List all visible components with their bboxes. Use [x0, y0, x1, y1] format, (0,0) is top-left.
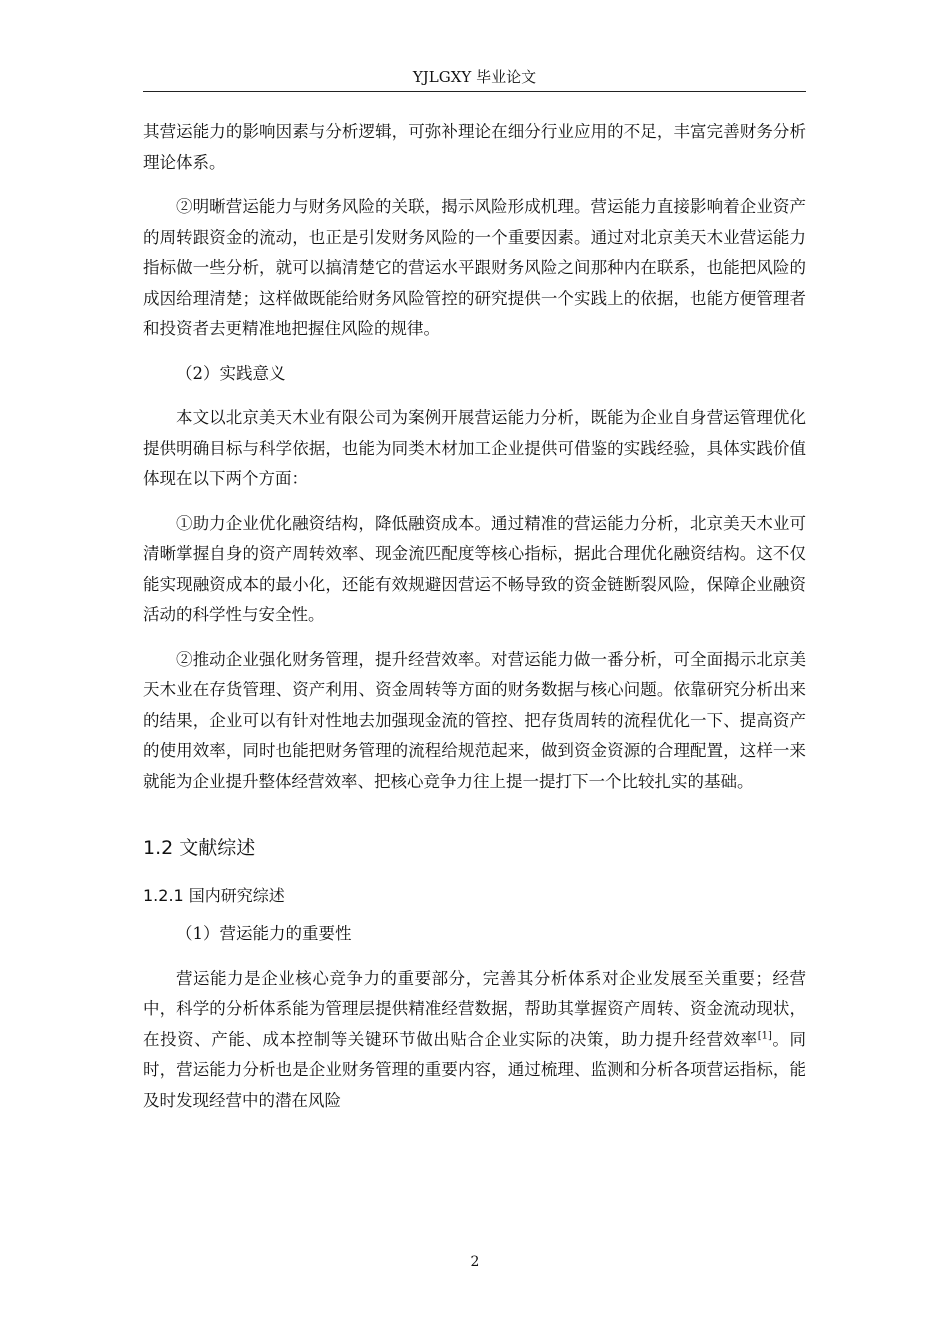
paragraph-management: ②推动企业强化财务管理，提升经营效率。对营运能力做一番分析，可全面揭示北京美天木业在存货管理、资产利用、资金周转等方面的财务数据与核心问题。依靠研究分析出来的结果，企业可以有针对性地去加强现金流的管控、把存货周转的流程优化一下、提高资产的使用效率，同时也能把财务管理的流程给规范起来，做到资金资源的合理配置，这样一来就能为企业提升整体经营效率、把核心竞争力往上提一提打下一个比较扎实的基础。: [143, 649, 806, 791]
paragraph-theory-cont: 其营运能力的影响因素与分析逻辑，可弥补理论在细分行业应用的不足，丰富完善财务分析理论体系。: [143, 122, 806, 172]
page-number: 2: [470, 1254, 480, 1270]
page-body: [143, 117, 806, 1116]
subheading-importance: （1）营运能力的重要性: [176, 924, 352, 943]
paragraph-importance-text-b: 。同时，营运能力分析也是企业财务管理的重要内容，通过梳理、监测和分析各项营运指标，能及时发现经营中的潜在风险: [143, 1029, 807, 1110]
section-heading-literature: 1.2 文献综述: [143, 837, 256, 859]
citation-ref: [1]: [757, 1030, 772, 1041]
header-divider: [143, 91, 806, 92]
paragraph-importance-text-a: 营运能力是企业核心竞争力的重要部分，完善其分析体系对企业发展至关重要；经营中，科学的分析体系能为管理层提供精准经营数据，帮助其掌握资产周转、资金流动现状，在投资、产能、成本控制等关键环节做出贴合企业实际的决策，助力提升经营效率: [143, 968, 806, 1049]
paragraph-practical-intro: 本文以北京美天木业有限公司为案例开展营运能力分析，既能为企业自身营运管理优化提供明确目标与科学依据，也能为同类木材加工企业提供可借鉴的实践经验，具体实践价值体现在以下两个方面：: [143, 408, 806, 488]
subsection-heading-domestic: 1.2.1 国内研究综述: [143, 886, 285, 905]
paragraph-financing: ①助力企业优化融资结构，降低融资成本。通过精准的营运能力分析，北京美天木业可清晰掌握自身的资产周转效率、现金流匹配度等核心指标，据此合理优化融资结构。这不仅能实现融资成本的最小化，还能有效规避因营运不畅导致的资金链断裂风险，保障企业融资活动的科学性与安全性。: [143, 513, 806, 624]
page-header: YJLGXY 毕业论文: [412, 68, 537, 86]
paragraph-importance: [143, 964, 806, 1117]
subheading-practical: （2）实践意义: [176, 363, 286, 383]
paragraph-risk-link: ②明晰营运能力与财务风险的关联，揭示风险形成机理。营运能力直接影响着企业资产的周转跟资金的流动，也正是引发财务风险的一个重要因素。通过对北京美天木业营运能力指标做一些分析，就可以搞清楚它的营运水平跟财务风险之间那种内在联系，也能把风险的成因给理清楚；这样做既能给财务风险管控的研究提供一个实践上的依据，也能方便管理者和投资者去更精准地把握住风险的规律。: [143, 197, 806, 338]
